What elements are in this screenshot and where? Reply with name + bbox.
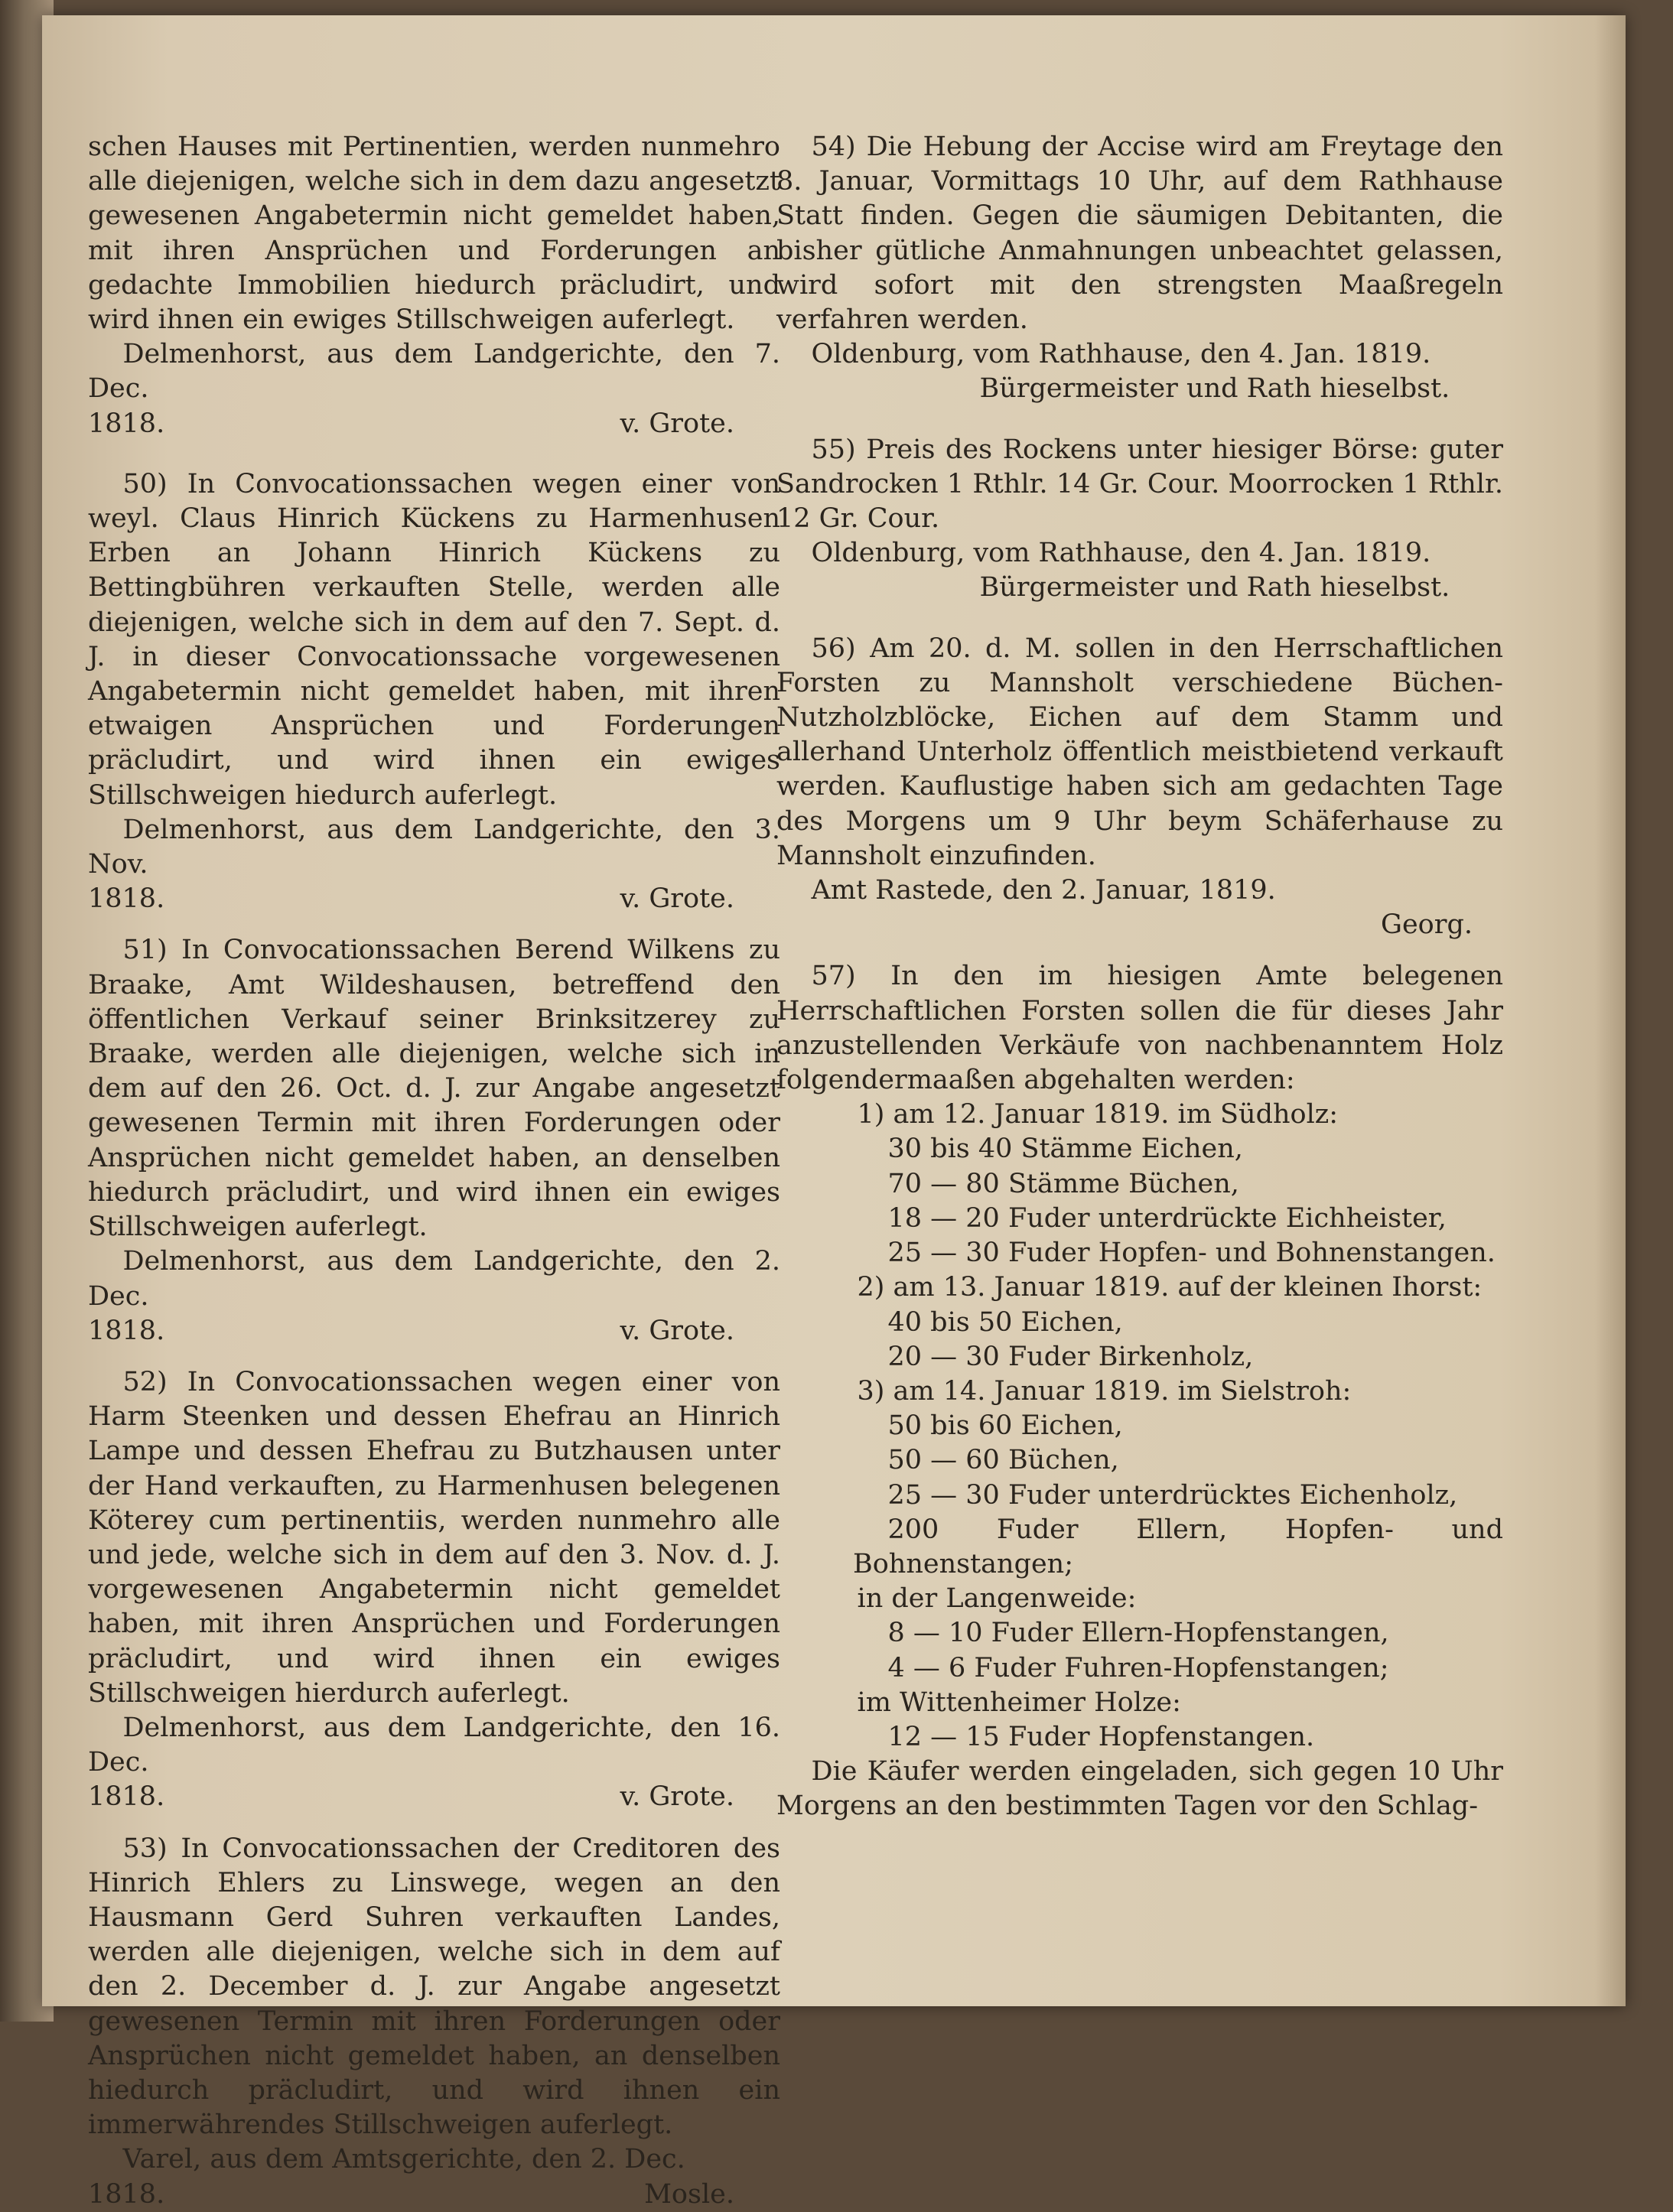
notice-signature: v. Grote. bbox=[620, 408, 734, 439]
notice-51 bbox=[88, 933, 780, 1348]
notice-text: 53) In Convocationssachen der Creditoren des Hinrich Ehlers zu Linswege, wegen an den Hausmann Gerd Suhren verkauften Landes, werden alle diejenigen, welche sich in dem auf den 2. December d. J. zur Angabe angesetzt gewesenen Termin mit ihren Forderungen oder Ansprüchen nicht gemeldet haben, an denselben hiedurch präcludirt, und wird ihnen ein immerwährendes Stillschweigen auferlegt. bbox=[88, 1833, 780, 2141]
sale-item: 50 — 60 Büchen, bbox=[887, 1445, 1119, 1476]
sale-date-3: 3) am 14. Januar 1819. im Sielstroh: bbox=[857, 1375, 1352, 1407]
notice-year: 1818. bbox=[88, 2178, 165, 2210]
notice-57 bbox=[776, 959, 1503, 1823]
notice-text: 57) In den im hiesigen Amte belegenen Herrschaftlichen Forsten sollen die für dieses Jahr anzustellenden Verkäufe von nachbenanntem Holz folgendermaaßen abgehalten werden: bbox=[776, 961, 1503, 1096]
notice-year: 1818. bbox=[88, 408, 165, 439]
sale-item: 4 — 6 Fuder Fuhren-Hopfenstangen; bbox=[887, 1652, 1389, 1683]
dateline bbox=[88, 1314, 780, 1348]
sale-item: 50 bis 60 Eichen, bbox=[887, 1410, 1123, 1442]
sale-item: 18 — 20 Fuder unterdrückte Eichheister, bbox=[887, 1202, 1447, 1234]
notice-signature: v. Grote. bbox=[620, 883, 734, 915]
notice-signature: Georg. bbox=[1380, 909, 1473, 941]
notice-signature: Bürgermeister und Rath hieselbst. bbox=[979, 373, 1450, 405]
notice-year: 1818. bbox=[88, 883, 165, 915]
notice-place: Oldenburg, vom Rathhause, den 4. Jan. 1819. bbox=[811, 538, 1431, 569]
sale-location-1: in der Langenweide: bbox=[857, 1583, 1137, 1615]
sale-item: 8 — 10 Fuder Ellern-Hopfenstangen, bbox=[887, 1618, 1389, 1649]
sale-item: 40 bis 50 Eichen, bbox=[887, 1306, 1123, 1338]
notice-text: 50) In Convocationssachen wegen einer von weyl. Claus Hinrich Kückens zu Harmenhusen Erben an Johann Hinrich Kückens zu Bettingbühren verkauften Stelle, werden alle diejenigen, welche sich in dem auf den 7. Sept. d. J. in dieser Convocationssache vorgewesenen Angabetermin nicht gemeldet haben, mit ihren etwaigen Ansprüchen und Forderungen präcludirt, und wird ihnen ein ewiges Stillschweigen hiedurch auferlegt. bbox=[88, 468, 780, 811]
notice-place: Varel, aus dem Amtsgerichte, den 2. Dec. bbox=[122, 2144, 685, 2175]
sale-item: 20 — 30 Fuder Birkenholz, bbox=[887, 1341, 1254, 1372]
notice-55 bbox=[776, 433, 1503, 606]
sale-item: 25 — 30 Fuder unterdrücktes Eichenholz, bbox=[887, 1479, 1458, 1511]
notice-signature: v. Grote. bbox=[620, 1781, 734, 1813]
sale-date-2: 2) am 13. Januar 1819. auf der kleinen Ihorst: bbox=[857, 1272, 1483, 1303]
notice-place: Oldenburg, vom Rathhause, den 4. Jan. 1819. bbox=[811, 339, 1431, 370]
notice-52 bbox=[88, 1365, 780, 1815]
notice-signature: Mosle. bbox=[644, 2178, 734, 2210]
dateline bbox=[88, 407, 780, 441]
notice-place: Delmenhorst, aus dem Landgerichte, den 16. Dec. bbox=[88, 1712, 780, 1778]
notice-text: 54) Die Hebung der Accise wird am Freytage den 8. Januar, Vormittags 10 Uhr, auf dem Rathhause Statt finden. Gegen die säumigen Debitanten, die bisher gütliche Anmahnungen unbeachtet gelassen, wird sofort mit den strengsten Maaßregeln verfahren werden. bbox=[776, 132, 1503, 336]
closing-text: Die Käufer werden eingeladen, sich gegen 10 Uhr Morgens an den bestimmten Tagen vor den Schlag- bbox=[776, 1756, 1503, 1822]
notice-place: Delmenhorst, aus dem Landgerichte, den 7. Dec. bbox=[88, 339, 780, 405]
sale-item: 200 Fuder Ellern, Hopfen- und Bohnenstangen; bbox=[853, 1514, 1503, 1579]
sale-item: 70 — 80 Stämme Büchen, bbox=[887, 1168, 1239, 1199]
notice-53 bbox=[88, 1832, 780, 2212]
notice-text: 56) Am 20. d. M. sollen in den Herrschaftlichen Forsten zu Mannsholt verschiedene Büchen-Nutzholzblöcke, Eichen auf dem Stamm und allerhand Unterholz öffentlich meistbietend verkauft werden. Kauflustige haben sich am gedachten Tage des Morgens um 9 Uhr beym Schäferhause zu Mannsholt einzufinden. bbox=[776, 633, 1503, 871]
sale-date-1: 1) am 12. Januar 1819. im Südholz: bbox=[857, 1099, 1339, 1130]
notice-49 bbox=[88, 130, 780, 441]
sale-item: 12 — 15 Fuder Hopfenstangen. bbox=[887, 1721, 1315, 1752]
notice-signature: Bürgermeister und Rath hieselbst. bbox=[979, 572, 1450, 603]
dateline bbox=[88, 1780, 780, 1814]
notice-text: 55) Preis des Rockens unter hiesiger Börse: guter Sandrocken 1 Rthlr. 14 Gr. Cour. Moorrocken 1 Rthlr. 12 Gr. Cour. bbox=[776, 434, 1503, 535]
sale-location-2: im Wittenheimer Holze: bbox=[857, 1687, 1181, 1718]
sale-item: 30 bis 40 Stämme Eichen, bbox=[887, 1134, 1243, 1165]
notice-place: Amt Rastede, den 2. Januar, 1819. bbox=[811, 875, 1276, 906]
dateline bbox=[88, 2178, 780, 2212]
dateline bbox=[88, 882, 780, 916]
notice-56 bbox=[776, 632, 1503, 943]
notice-year: 1818. bbox=[88, 1781, 165, 1813]
notice-50 bbox=[88, 467, 780, 917]
notice-year: 1818. bbox=[88, 1315, 165, 1346]
notice-text: schen Hauses mit Pertinentien, werden nunmehro alle diejenigen, welche sich in dem dazu angesetzt gewesenen Angabetermin nicht gemeldet haben, mit ihren Ansprüchen und Forderungen an gedachte Immobilien hiedurch präcludirt, und wird ihnen ein ewiges Stillschweigen auferlegt. bbox=[88, 132, 780, 336]
notice-place: Delmenhorst, aus dem Landgerichte, den 2. Dec. bbox=[88, 1246, 780, 1312]
notice-54 bbox=[776, 130, 1503, 407]
notice-text: 51) In Convocationssachen Berend Wilkens zu Braake, Amt Wildeshausen, betreffend den öffentlichen Verkauf seiner Brinksitzerey zu Braake, werden alle diejenigen, welche sich in dem auf den 26. Oct. d. J. zur Angabe angesetzt gewesenen Termin mit ihren Forderungen oder Ansprüchen nicht gemeldet haben, an denselben hiedurch präcludirt, und wird ihnen ein ewiges Stillschweigen auferlegt. bbox=[88, 935, 780, 1243]
notice-signature: v. Grote. bbox=[620, 1315, 734, 1346]
sale-item: 25 — 30 Fuder Hopfen- und Bohnenstangen. bbox=[887, 1238, 1496, 1269]
newspaper-page bbox=[42, 15, 1626, 2210]
right-column bbox=[776, 130, 1503, 1824]
left-column bbox=[88, 130, 780, 2212]
notice-place: Delmenhorst, aus dem Landgerichte, den 3. Nov. bbox=[88, 814, 780, 880]
notice-text: 52) In Convocationssachen wegen einer von Harm Steenken und dessen Ehefrau an Hinrich Lampe und dessen Ehefrau zu Butzhausen unter der Hand verkauften, zu Harmenhusen belegenen Köterey cum pertinentiis, werden nunmehro alle und jede, welche sich in dem auf den 3. Nov. d. J. vorgewesenen Angabetermin nicht gemeldet haben, mit ihren Ansprüchen und Forderungen präcludirt, und wird ihnen ein ewiges Stillschweigen hierdurch auferlegt. bbox=[88, 1366, 780, 1709]
